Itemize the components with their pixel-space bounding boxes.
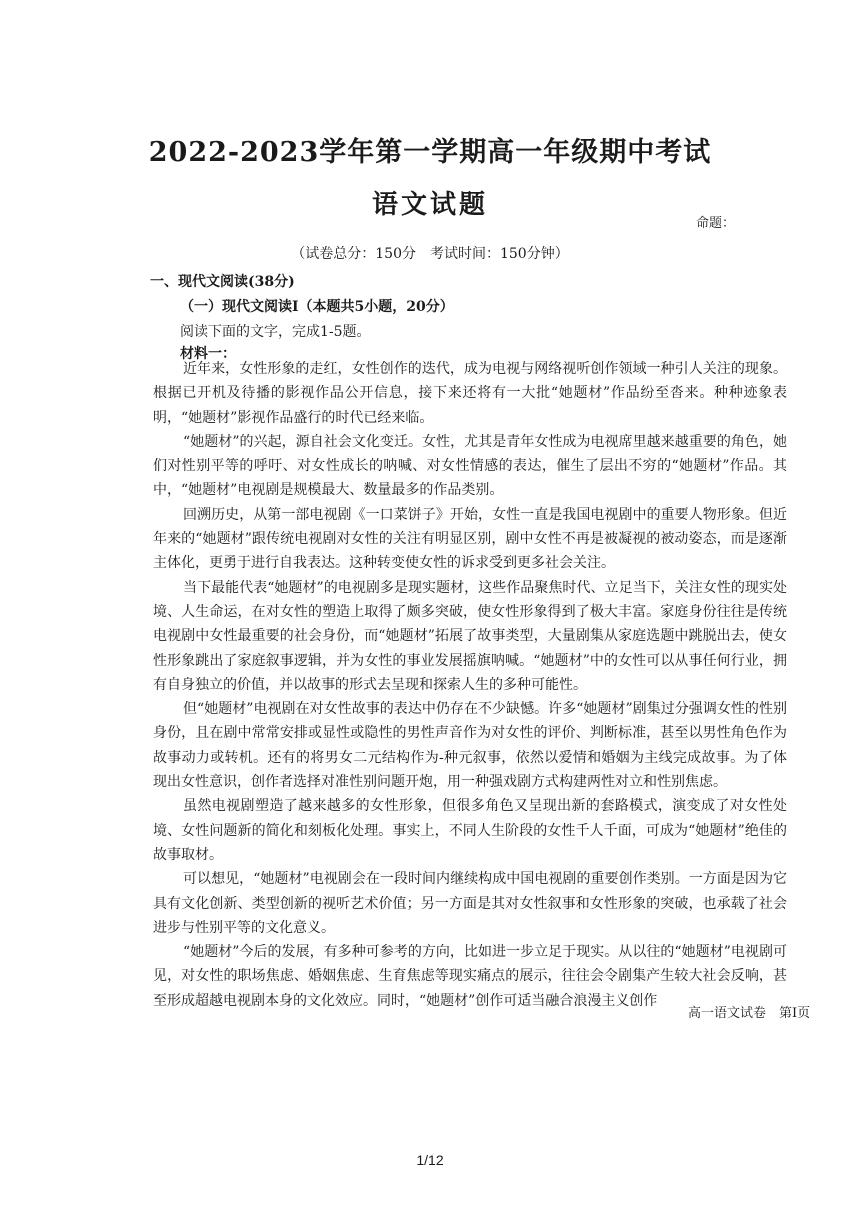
passage-paragraph: 回溯历史，从第一部电视剧《一口菜饼子》开始，女性一直是我国电视剧中的重要人物形象。但近年来的“她题材”跟传统电视剧对女性的关注有明显区别，剧中女性不再是被凝视的被动姿态，而是逐渐主体化，更勇于进行自我表达。这种转变使女性的诉求受到更多社会关注。 [153, 506, 787, 572]
passage-paragraph: 虽然电视剧塑造了越来越多的女性形象，但很多角色又呈现出新的套路模式，演变成了对女性处境、女性问题新的简化和刻板化处理。事实上，不同人生阶段的女性千人千面，可成为“她题材”绝佳的故事取材。 [153, 798, 787, 863]
section-heading: 一、现代文阅读(38分) [150, 274, 295, 290]
material-label: 材料一： [180, 346, 236, 362]
passage-paragraph: 但“她题材”电视剧在对女性故事的表达中仍存在不少缺憾。许多“她题材”剧集过分强调女性的性别身份，且在剧中常常安排或显性或隐性的男性声音作为对女性的评价、判断标准，甚至以男性角色作为故事动力或转机。还有的将男女二元结构作为-种元叙事，依然以爱情和婚姻为主线完成故事。为了体现出女性意识，创作者选择对准性别问题开炮，用一种强戏剧方式构建两性对立和性别焦虑。 [153, 701, 787, 791]
page-footer: 高一语文试卷 第Ⅰ页 [688, 1006, 811, 1021]
passage-paragraph: 近年来，女性形象的走红，女性创作的迭代，成为电视与网络视听创作领域一种引人关注的现象。根据已开机及待播的影视作品公开信息，接下来还将有一大批“她题材”作品纷至沓来。种种迹象表明，“她题材”影视作品盛行的时代已经来临。 [153, 361, 787, 426]
page-indicator: 1/12 [416, 1152, 444, 1168]
passage-paragraph: 可以想见，“她题材”电视剧会在一段时间内继续构成中国电视剧的重要创作类别。一方面是因为它具有文化创新、类型创新的视听艺术价值；另一方面是其对女性叙事和女性形象的突破，也承载了社会进步与性别平等的文化意义。 [153, 871, 787, 936]
exam-subtitle: 语文试题 [371, 190, 488, 220]
passage-paragraph: “她题材”今后的发展，有多种可参考的方向，比如进一步立足于现实。从以往的“她题材”电视剧可见，对女性的职场焦虑、婚姻焦虑、生育焦虑等现实痛点的展示，往往会令剧集产生较大社会反响，甚至形成超越电视剧本身的文化效应。同时，“她题材”创作可适当融合浪漫主义创作 [153, 944, 787, 1009]
passage-paragraph: 当下最能代表“她题材”的电视剧多是现实题材，这些作品聚焦时代、立足当下，关注女性的现实处境、人生命运，在对女性的塑造上取得了颇多突破，使女性形象得到了极大丰富。家庭身份往往是传统电视剧中女性最重要的社会身份，而“她题材”拓展了故事类型，大量剧集从家庭选题中跳脱出去，使女性形象跳出了家庭叙事逻辑，并为女性的事业发展摇旗呐喊。“她题材”中的女性可以从事任何行业，拥有自身独立的价值，并以故事的形式去呈现和探索人生的多种可能性。 [153, 579, 787, 693]
reading-passage [153, 357, 787, 1013]
subsection-heading: （一）现代文阅读Ⅰ（本题共5小题，20分） [180, 299, 454, 315]
reading-instruction: 阅读下面的文字，完成1-5题。 [180, 324, 371, 340]
exam-title: 2022-2023学年第一学期高一年级期中考试 [148, 137, 712, 168]
exam-info: （试卷总分：150分 考试时间：150分钟） [291, 246, 569, 262]
passage-paragraph: “她题材”的兴起，源自社会文化变迁。女性，尤其是青年女性成为电视席里越来越重要的角色，她们对性别平等的呼吁、对女性成长的呐喊、对女性情感的表达，催生了层出不穷的“她题材”作品。其中，“她题材”电视剧是规模最大、数量最多的作品类别。 [153, 433, 787, 499]
author-label: 命题： [696, 216, 736, 231]
